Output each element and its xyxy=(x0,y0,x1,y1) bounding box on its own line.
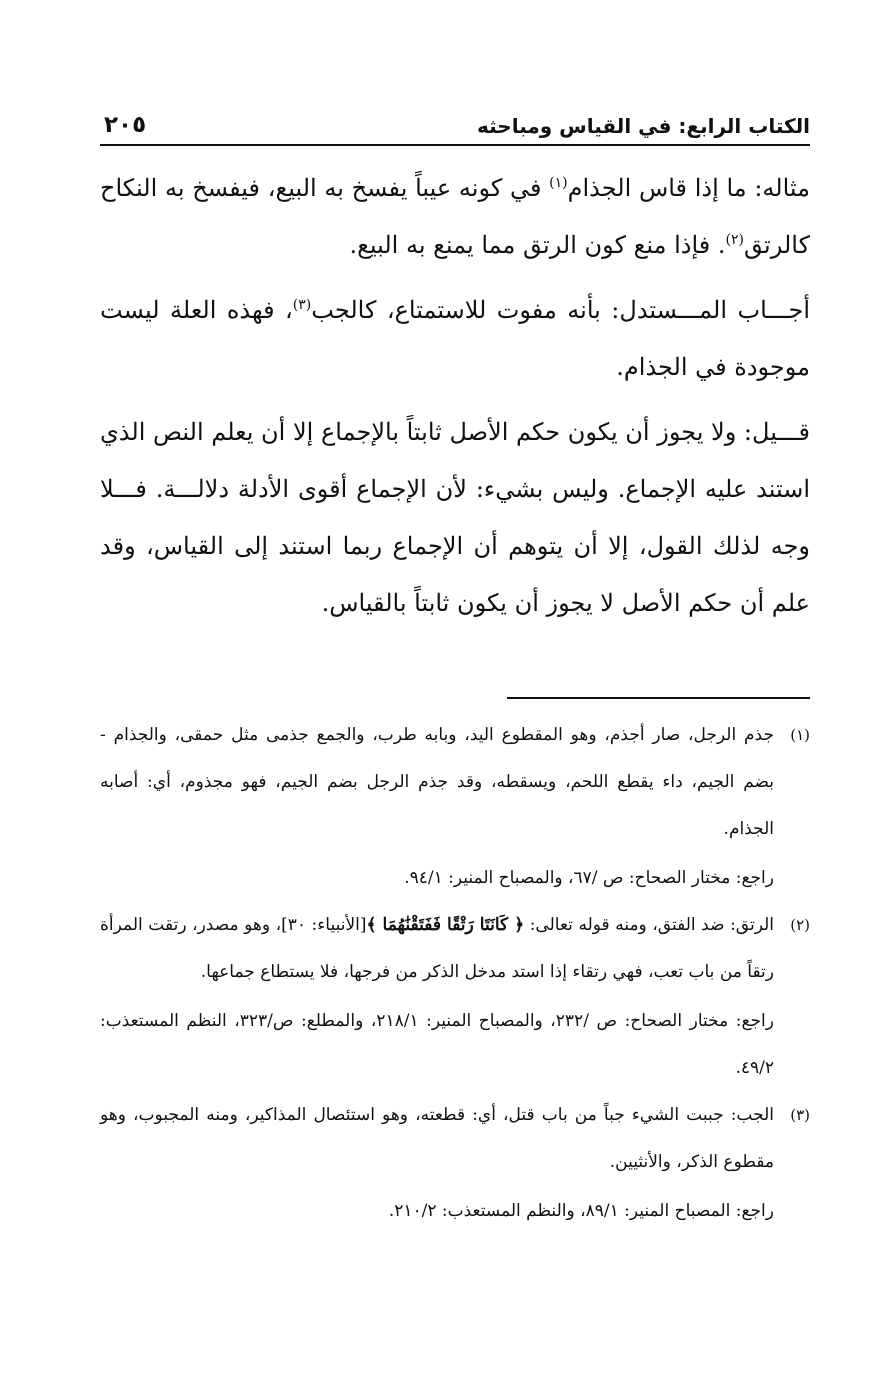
footnote-reference[interactable]: (١) xyxy=(549,175,568,191)
footnote-reference[interactable]: (٢) xyxy=(725,232,744,248)
footnote-number: (٢) xyxy=(790,916,810,934)
quran-verse: ﴿ كَانَتَا رَتْقًا فَفَتَقْنَٰهُمَا ﴾ xyxy=(366,915,525,935)
footnote-reference-line: راجع: المصباح المنير: ٨٩/١، والنظم المستعذب: ٢١٠/٢. xyxy=(388,1201,774,1221)
footnote-text xyxy=(100,902,774,996)
paragraph-answer xyxy=(100,282,810,396)
paragraph-objection: قـــيل: ولا يجوز أن يكون حكم الأصل ثابتاً بالإجماع إلا أن يعلم النص الذي استند عليه الإجماع. وليس بشيء: لأن الإجماع أقوى الأدلة دلالـــة. فـــلا وجه لذلك القول، إلا أن يتوهم أن الإجماع ربما استند إلى القياس، وقد علم أن حكم الأصل لا يجوز أن يكون ثابتاً بالقياس. xyxy=(100,418,810,617)
paragraph-text: . فإذا منع كون الرتق مما يمنع به البيع. xyxy=(349,231,726,259)
footnote-reference-line: راجع: مختار الصحاح: ص /٦٧، والمصباح المنير: ٩٤/١. xyxy=(404,868,774,888)
footnote-text-part: [الأنبياء: ٣٠]، وهو مصدر، رتقت المرأة رتقاً من باب تعب، فهي رتقاء إذا استد مدخل الذكر من فرجها، فلا يستطاع جماعها. xyxy=(100,915,774,982)
footnote-number: (١) xyxy=(790,726,810,744)
page-header xyxy=(100,102,810,146)
footnote-3 xyxy=(100,1092,810,1235)
footnote-2 xyxy=(100,902,810,1092)
paragraph-text: في كونه عيباً يفسخ به البيع، فيفسخ به النكاح كالرتق xyxy=(100,174,810,259)
paragraph-text: مثاله: ما إذا قاس الجذام xyxy=(567,174,811,202)
page-number: ٢٠٥ xyxy=(104,112,147,138)
footnote-divider xyxy=(507,697,810,699)
footnote-reference[interactable]: (٣) xyxy=(292,297,312,313)
paragraph-example xyxy=(100,160,810,274)
main-text xyxy=(100,160,810,640)
footnotes xyxy=(100,712,810,1235)
footnote-text: الجب: جببت الشيء جباً من باب قتل، أي: قطعته، وهو استئصال المذاكير، ومنه المجبوب، وهو مقطوع الذكر، والأنثيين. xyxy=(100,1105,774,1172)
paragraph-text: أجـــاب المـــستدل: بأنه مفوت للاستمتاع، كالجب xyxy=(311,296,810,324)
paragraph-text: ، فهذه العلة ليست موجودة في الجذام. xyxy=(100,296,810,381)
footnote-number: (٣) xyxy=(790,1106,810,1124)
footnote-text: جذم الرجل، صار أجذم، وهو المقطوع اليد، وبابه طرب، والجمع جذمى مثل حمقى، والجذام - بضم الجيم، داء يقطع اللحم، ويسقطه، وقد جذم الرجل بضم الجيم، فهو مجذوم، أي: أصابه الجذام. xyxy=(100,725,774,839)
footnote-text-part: الرتق: ضد الفتق، ومنه قوله تعالى: xyxy=(524,915,774,935)
footnote-reference-line: راجع: مختار الصحاح: ص /٢٣٢، والمصباح المنير: ٢١٨/١، والمطلع: ص/٣٢٣، النظم المستعذب: ٤٩/٢. xyxy=(100,1011,774,1078)
running-title: الكتاب الرابع: في القياس ومباحثه xyxy=(476,114,810,138)
footnote-1 xyxy=(100,712,810,902)
